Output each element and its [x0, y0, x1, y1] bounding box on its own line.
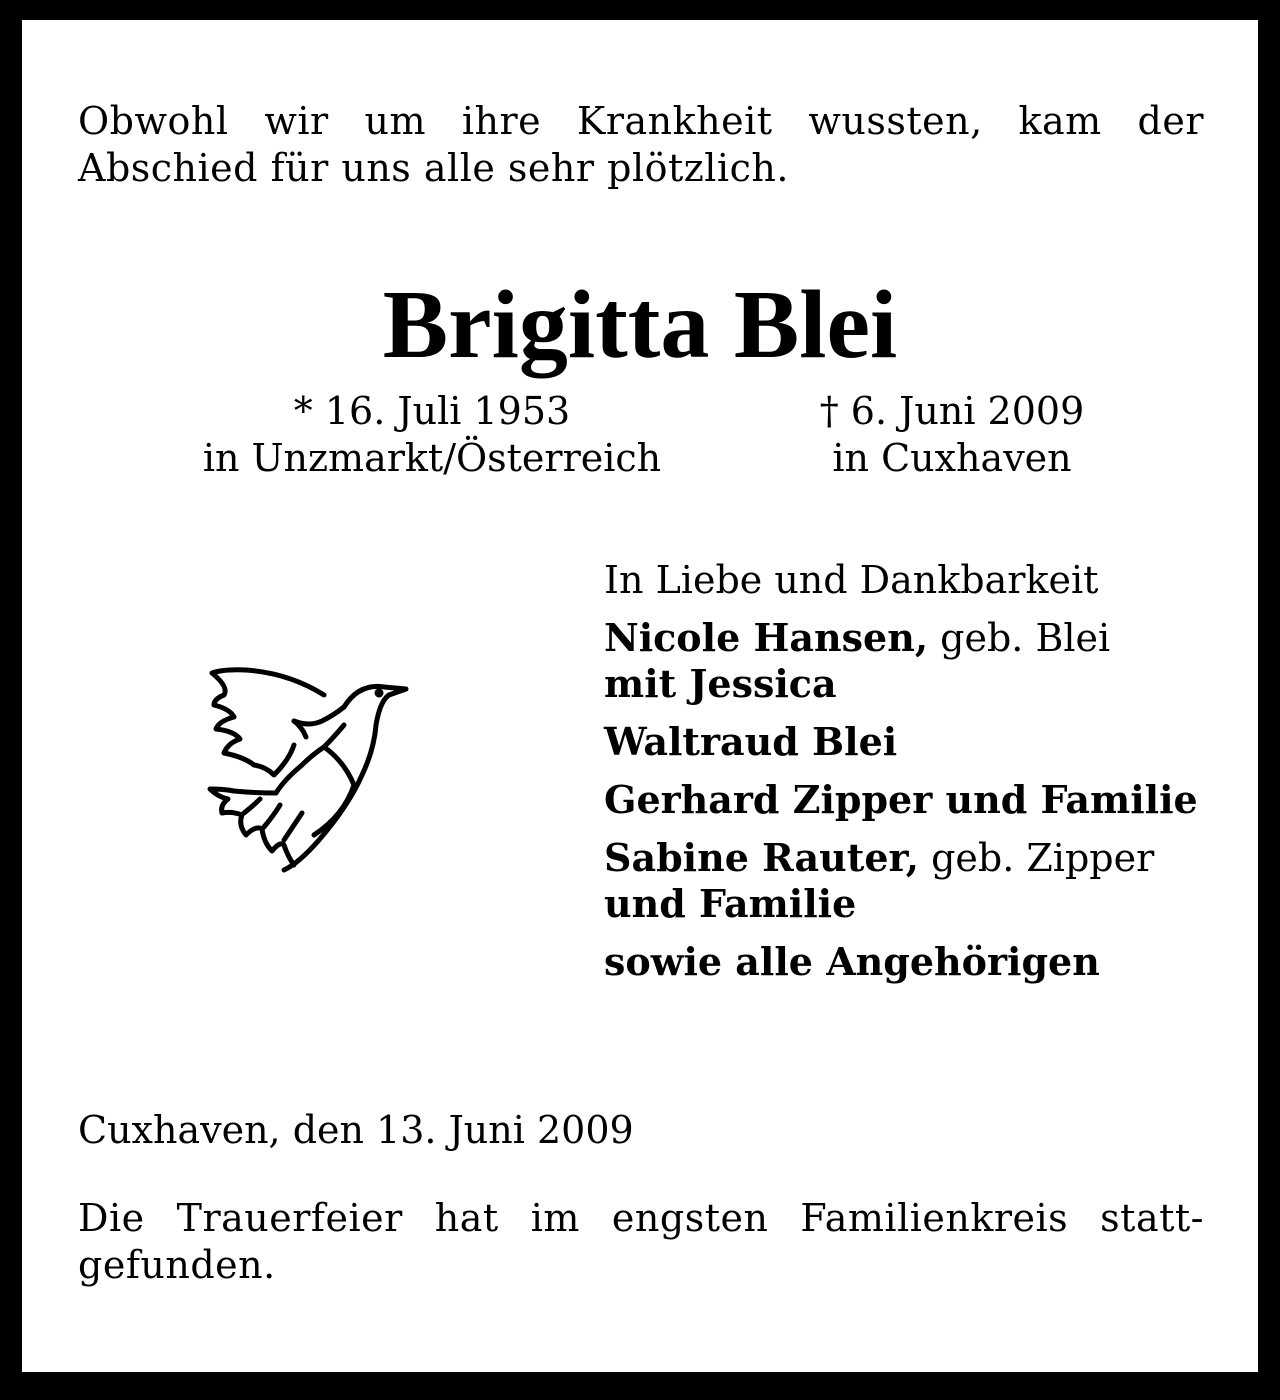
obituary-card — [22, 20, 1258, 1372]
birth-place: in Unzmarkt/Österreich — [202, 436, 662, 480]
funeral-notice: Die Trauerfeier hat im engsten Familienkreis statt-gefunden. — [78, 1196, 1204, 1287]
member-note: geb. Zipper — [919, 836, 1155, 880]
member-name: Waltraud Blei — [604, 719, 898, 764]
place-date: Cuxhaven, den 13. Juni 2009 — [78, 1108, 634, 1152]
family-member — [604, 835, 1244, 927]
family-heading: In Liebe und Dankbarkeit — [604, 558, 1099, 602]
dove-icon — [184, 665, 414, 880]
death-info — [782, 388, 1122, 482]
deceased-name: Brigitta Blei — [382, 271, 898, 379]
member-name: sowie alle Angehörigen — [604, 939, 1100, 984]
family-member — [604, 777, 1244, 823]
family-list — [604, 557, 1244, 997]
member-name: Gerhard Zipper und Familie — [604, 777, 1198, 822]
member-name: Nicole Hansen, — [604, 615, 929, 660]
family-member — [604, 615, 1244, 707]
member-line: mit Jessica — [604, 661, 837, 706]
member-name: Sabine Rauter, — [604, 835, 920, 880]
death-date: † 6. Juni 2009 — [819, 389, 1085, 433]
birth-info — [162, 388, 702, 482]
family-member — [604, 719, 1244, 765]
member-note: geb. Blei — [928, 616, 1111, 660]
member-line: und Familie — [604, 881, 857, 926]
intro-text: Obwohl wir um ihre Krankheit wussten, kam der Abschied für uns alle sehr plötzlich. — [78, 99, 1204, 190]
family-member — [604, 939, 1244, 985]
death-place: in Cuxhaven — [832, 436, 1072, 480]
birth-date: * 16. Juli 1953 — [293, 389, 571, 433]
